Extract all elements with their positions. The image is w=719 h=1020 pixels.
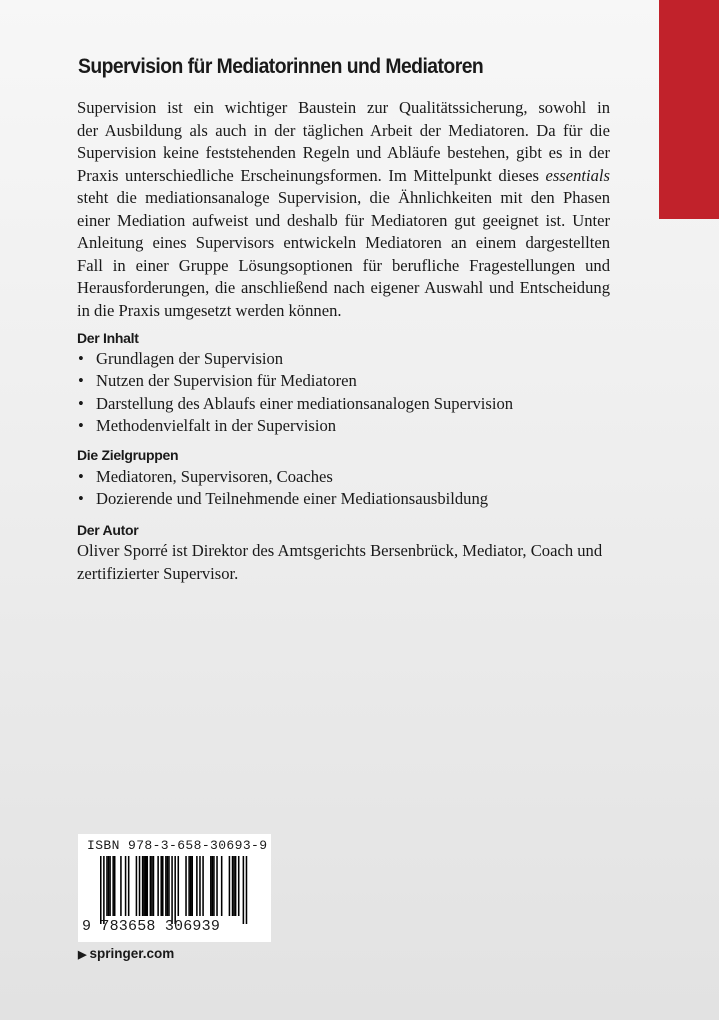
blurb-line — [77, 165, 610, 188]
barcode-bar — [168, 856, 170, 916]
barcode-label — [78, 834, 271, 942]
barcode-bar — [150, 856, 152, 916]
arrow-right-icon: ▶ — [78, 949, 87, 961]
barcode-bar — [243, 856, 245, 924]
list-item-text: Nutzen der Supervision für Mediatoren — [96, 371, 357, 391]
blurb-line: in die Praxis umgesetzt werden können. — [77, 300, 342, 320]
list-item — [77, 415, 513, 437]
red-accent-tab — [659, 0, 719, 219]
blurb-line: Supervision ist ein wichtiger Baustein zur Qualitätssicherung, sowohl in — [77, 98, 610, 117]
barcode-bar — [109, 856, 111, 916]
barcode-bar — [112, 856, 114, 916]
blurb-line: Fall in einer Gruppe Lösungsoptionen für berufliche Fragestellungen und — [77, 255, 610, 275]
list-item-text: Darstellung des Ablaufs einer mediationsanalogen Supervision — [96, 393, 514, 413]
publisher-link-text: springer.com — [89, 946, 175, 961]
barcode-bar — [125, 856, 127, 916]
barcode-bar — [167, 856, 169, 916]
page-title: Supervision für Mediatorinnen und Mediatoren — [78, 54, 484, 78]
barcode-bar — [106, 856, 108, 916]
barcode-bar — [153, 856, 155, 916]
barcode-bar — [147, 856, 149, 916]
list-item — [77, 488, 488, 510]
barcode-bar — [233, 856, 235, 916]
list-item — [77, 393, 513, 415]
barcode-bar — [238, 856, 240, 916]
barcode-bar — [185, 856, 187, 916]
barcode-bar — [143, 856, 145, 916]
barcode-bar — [188, 856, 190, 916]
author-bio: Oliver Sporré ist Direktor des Amtsgerichts Bersenbrück, Mediator, Coach und zertifizierter Supervisor. — [77, 541, 603, 583]
barcode-bar — [162, 856, 164, 916]
barcode-bar — [191, 856, 193, 916]
list-item-text: Grundlagen der Supervision — [96, 349, 284, 368]
barcode-bar — [202, 856, 204, 916]
barcode-bar — [142, 856, 144, 916]
list-item — [77, 370, 513, 392]
list-item-text: Mediatoren, Supervisoren, Coaches — [96, 467, 333, 486]
blurb-line: Herausforderungen, die anschließend nach eigener Auswahl und Entscheidung — [77, 278, 610, 297]
barcode-bar — [174, 856, 176, 924]
inhalt-list — [77, 348, 513, 437]
bullet-icon: • — [78, 349, 84, 368]
barcode-bar — [213, 856, 215, 916]
bullet-icon: • — [78, 393, 84, 413]
bullet-icon: • — [78, 415, 84, 435]
section-heading-zielgruppen: Die Zielgruppen — [77, 447, 179, 463]
barcode-bar — [199, 856, 201, 916]
isbn-text: ISBN 978-3-658-30693-9 — [87, 838, 268, 853]
barcode-bar — [145, 856, 147, 916]
list-item-text: Methodenvielfalt in der Supervision — [96, 415, 337, 435]
barcode-bar — [120, 856, 122, 916]
blurb-line: der Ausbildung als auch in der täglichen Arbeit der Mediatoren. Da für die — [77, 120, 610, 140]
barcode-bar — [157, 856, 159, 916]
barcode-bar — [171, 856, 173, 924]
list-item-text: Dozierende und Teilnehmende einer Mediationsausbildung — [96, 489, 489, 509]
blurb-paragraph — [77, 97, 610, 322]
barcode-bar — [190, 856, 192, 916]
blurb-line: Supervision keine feststehenden Regeln und Abläufe bestehen, gibt es in der — [77, 143, 610, 162]
barcode-bar — [210, 856, 212, 916]
barcode-bar — [160, 856, 162, 916]
barcode-bar — [103, 856, 105, 924]
barcode-digits: 9 783658 306939 — [82, 918, 221, 935]
barcode-bar — [221, 856, 223, 916]
barcode-bar — [114, 856, 116, 916]
publisher-link[interactable] — [78, 946, 174, 961]
barcode-bar — [216, 856, 218, 916]
barcode-bar — [128, 856, 130, 916]
barcode-bar — [165, 856, 167, 916]
barcode-bar — [100, 856, 102, 924]
barcode-bar — [246, 856, 248, 924]
barcode-bar — [136, 856, 138, 916]
bullet-icon: • — [78, 371, 84, 391]
blurb-emphasis: essentials — [545, 165, 610, 185]
blurb-line: steht die mediationsanaloge Supervision, die Ähnlichkeiten mit den Phasen — [77, 188, 610, 207]
barcode-bar — [229, 856, 231, 916]
list-item — [77, 348, 513, 370]
barcode-bar — [178, 856, 180, 916]
barcode-bar — [151, 856, 153, 916]
list-item — [77, 466, 488, 488]
barcode-bar — [232, 856, 234, 916]
zielgruppen-list — [77, 466, 488, 511]
section-heading-inhalt: Der Inhalt — [77, 330, 139, 346]
barcode-bar — [212, 856, 214, 916]
blurb-line: einer Mediation aufweist und deshalb für Mediatoren gut geeignet ist. Unter — [77, 210, 610, 230]
barcode-bar — [108, 856, 110, 916]
barcode-bar — [196, 856, 198, 916]
bullet-icon: • — [78, 467, 84, 486]
blurb-line-text: Praxis unterschiedliche Erscheinungsformen. Im Mittelpunkt dieses — [77, 165, 546, 185]
barcode-bar — [139, 856, 141, 916]
section-heading-autor: Der Autor — [77, 522, 139, 538]
barcode-bar — [235, 856, 237, 916]
bullet-icon: • — [78, 489, 84, 509]
blurb-line: Anleitung eines Supervisors entwickeln Mediatoren an einem dargestellten — [77, 233, 610, 252]
